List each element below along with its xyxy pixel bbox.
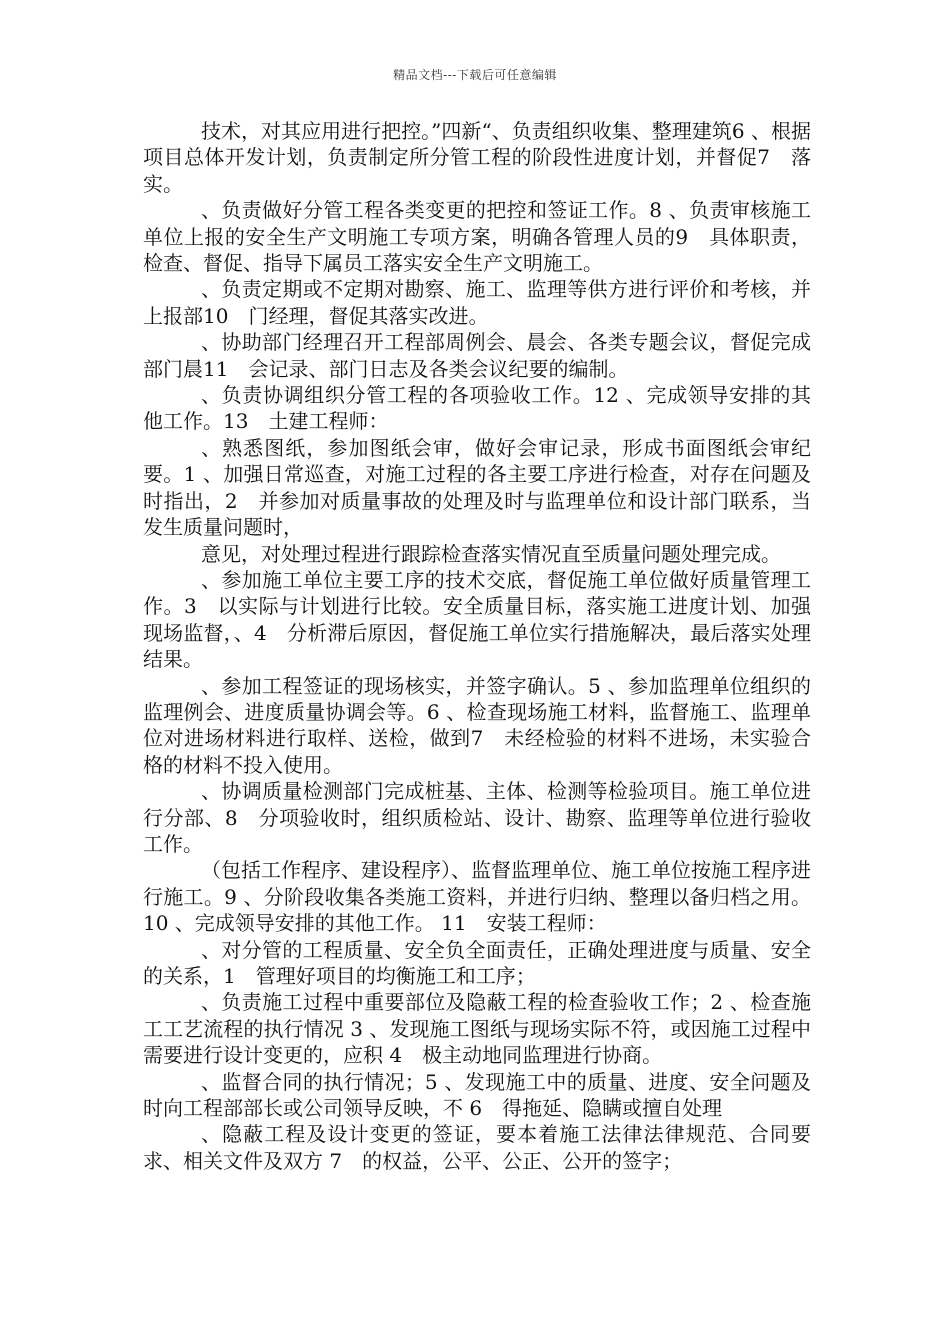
paragraph: 、协助部门经理召开工程部周例会、晨会、各类专题会议，督促完成部门晨11 会记录、部门日志及各类会议纪要的编制。: [143, 330, 811, 381]
paragraph: 、负责定期或不定期对勘察、施工、监理等供方进行评价和考核，并上报部10 门经理，督促其落实改进。: [143, 277, 811, 328]
paragraph: 、隐蔽工程及设计变更的签证，要本着施工法律法律规范、合同要求、相关文件及双方 7 的权益，公平、公正、公开的签字；: [143, 1122, 811, 1173]
paragraph: 技术，对其应用进行把控。”四新“、负责组织收集、整理建筑6 、根据项目总体开发计划，负责制定所分管工程的阶段性进度计划，并督促7 落实。: [143, 119, 811, 196]
paragraph: 、参加施工单位主要工序的技术交底，督促施工单位做好质量管理工作。3 以实际与计划进行比较。安全质量目标，落实施工进度计划、加强现场监督，、4 分析滞后原因，督促施工单位实行措施解决，最后落实处理结果。: [143, 567, 811, 672]
page-header: 精品文档---下载后可任意编辑: [393, 68, 557, 82]
paragraph: 、负责施工过程中重要部位及隐蔽工程的检查验收工作；2 、检查施工工艺流程的执行情况 3 、发现施工图纸与现场实际不符，或因施工过程中需要进行设计变更的，应积 4 极主动地同监理进行协商。: [143, 990, 811, 1068]
paragraph: 、负责做好分管工程各类变更的把控和签证工作。8 、负责审核施工单位上报的安全生产文明施工专项方案，明确各管理人员的9 具体职责，检查、督促、指导下属员工落实安全生产文明施工。: [143, 198, 811, 276]
paragraph: 、对分管的工程质量、安全负全面责任，正确处理进度与质量、安全的关系，1 管理好项目的均衡施工和工序；: [143, 937, 811, 988]
document-body: [143, 118, 811, 1174]
paragraph: （包括工作程序、建设程序）、监督监理单位、施工单位按施工程序进行施工。9 、分阶段收集各类施工资料，并进行归纳、整理以备归档之用。10 、完成领导安排的其他工作。 11 安装工程师：: [143, 858, 811, 936]
paragraph: 、熟悉图纸，参加图纸会审，做好会审记录，形成书面图纸会审纪要。1 、加强日常巡查，对施工过程的各主要工序进行检查，对存在问题及时指出，2 并参加对质量事故的处理及时与监理单位和设计部门联系，当发生质量问题时，: [143, 435, 811, 540]
paragraph: 意见，对处理过程进行跟踪检查落实情况直至质量问题处理完成。: [201, 541, 781, 566]
paragraph: 、负责协调组织分管工程的各项验收工作。12 、完成领导安排的其他工作。13 土建工程师：: [143, 383, 811, 434]
paragraph: 、监督合同的执行情况；5 、发现施工中的质量、进度、安全问题及时向工程部部长或公司领导反映，不 6 得拖延、隐瞒或擅自处理: [143, 1069, 811, 1121]
paragraph: 、协调质量检测部门完成桩基、主体、检测等检验项目。施工单位进行分部、8 分项验收时，组织质检站、设计、勘察、监理等单位进行验收工作。: [143, 779, 811, 856]
paragraph: 、参加工程签证的现场核实，并签字确认。5 、参加监理单位组织的监理例会、进度质量协调会等。6 、检查现场施工材料，监督施工、监理单位对进场材料进行取样、送检，做到7 未经检验的材料不进场，未实验合格的材料不投入使用。: [143, 673, 811, 777]
